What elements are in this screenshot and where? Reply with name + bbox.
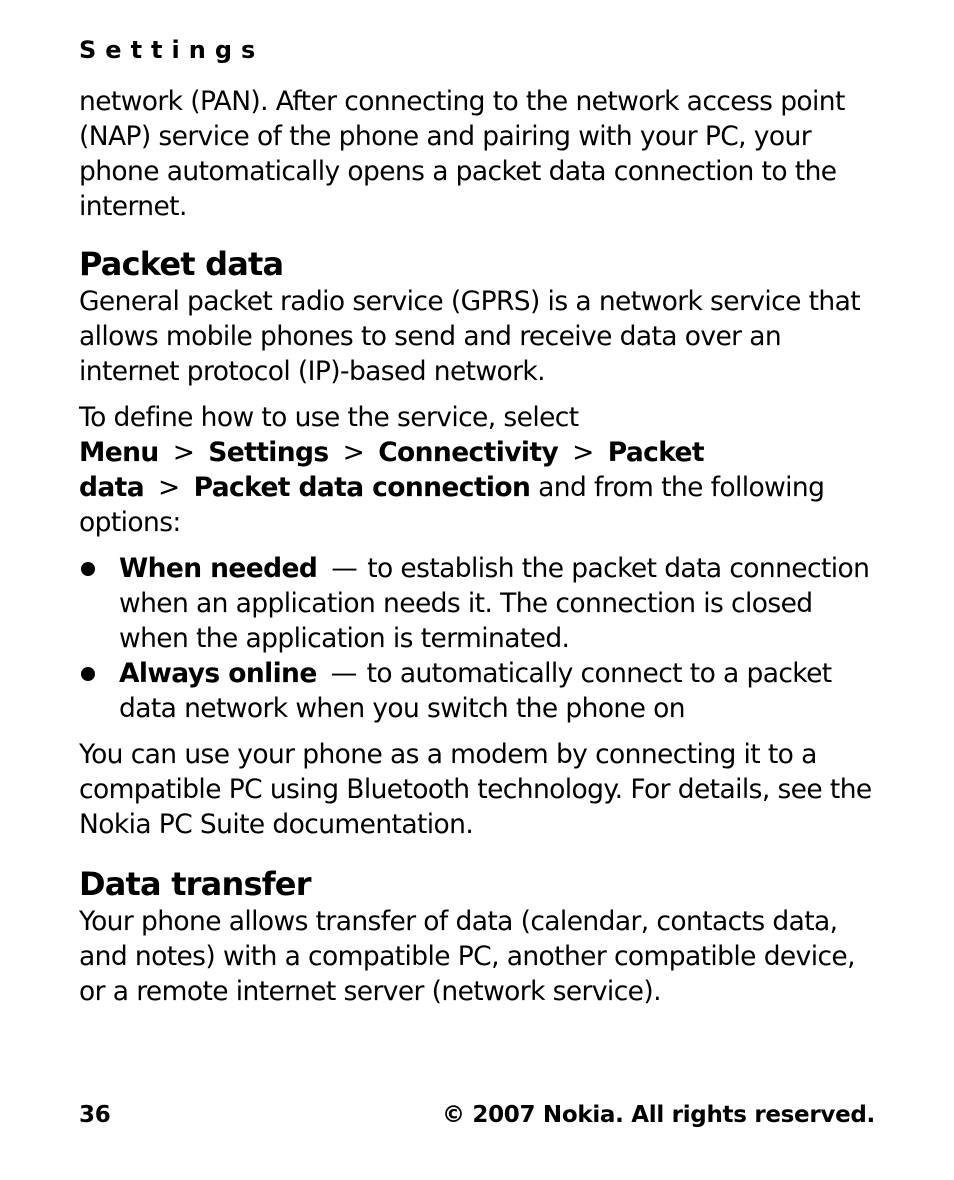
option-dash: — xyxy=(330,658,357,689)
data-transfer-description: Your phone allows transfer of data (calendar, contacts data, and notes) with a compatible PC, another compatible device, or a remote internet server (network service). xyxy=(79,906,855,1007)
option-term: When needed xyxy=(119,553,318,584)
copyright-notice: © 2007 Nokia. All rights reserved. xyxy=(441,1102,875,1128)
bullet-icon xyxy=(81,562,95,576)
modem-paragraph: You can use your phone as a modem by connecting it to a compatible PC using Bluetooth technology. For details, see the Nokia PC Suite documentation. xyxy=(79,739,872,840)
instruction-lead: To define how to use the service, select xyxy=(79,402,579,433)
option-term: Always online xyxy=(119,658,317,689)
data-transfer-heading: Data transfer xyxy=(79,865,311,903)
page-number: 36 xyxy=(79,1102,111,1128)
packet-data-heading: Packet data xyxy=(79,245,284,283)
page-content xyxy=(79,84,879,1009)
option-description: to automatically connect to a packet data network when you switch the phone on xyxy=(119,658,832,724)
option-dash: — xyxy=(331,553,358,584)
path-separator: > xyxy=(158,472,180,503)
menu-path-connectivity: Connectivity xyxy=(378,437,559,468)
bullet-icon xyxy=(81,667,95,681)
path-separator: > xyxy=(172,437,195,468)
menu-path-packet-data-connection: Packet data connection xyxy=(193,472,531,503)
menu-instruction xyxy=(79,400,879,540)
option-when-needed xyxy=(79,551,879,656)
connection-options-list xyxy=(79,551,879,726)
menu-path-settings: Settings xyxy=(208,437,329,468)
option-always-online xyxy=(79,656,879,726)
menu-path-menu: Menu xyxy=(79,437,159,468)
instruction-tail: and from the following options: xyxy=(79,472,825,538)
running-header: Settings xyxy=(79,36,265,64)
menu-path-packet-data: Packet data xyxy=(79,437,704,503)
path-separator: > xyxy=(572,437,594,468)
option-description: to establish the packet data connection when an application needs it. The connection is closed when the application is terminated. xyxy=(119,553,870,654)
intro-paragraph: network (PAN). After connecting to the network access point (NAP) service of the phone and pairing with your PC, your phone automatically opens a packet data connection to the internet. xyxy=(79,86,845,222)
gprs-description: General packet radio service (GPRS) is a network service that allows mobile phones to send and receive data over an internet protocol (IP)-based network. xyxy=(79,286,861,387)
path-separator: > xyxy=(342,437,365,468)
manual-page xyxy=(79,0,879,1180)
